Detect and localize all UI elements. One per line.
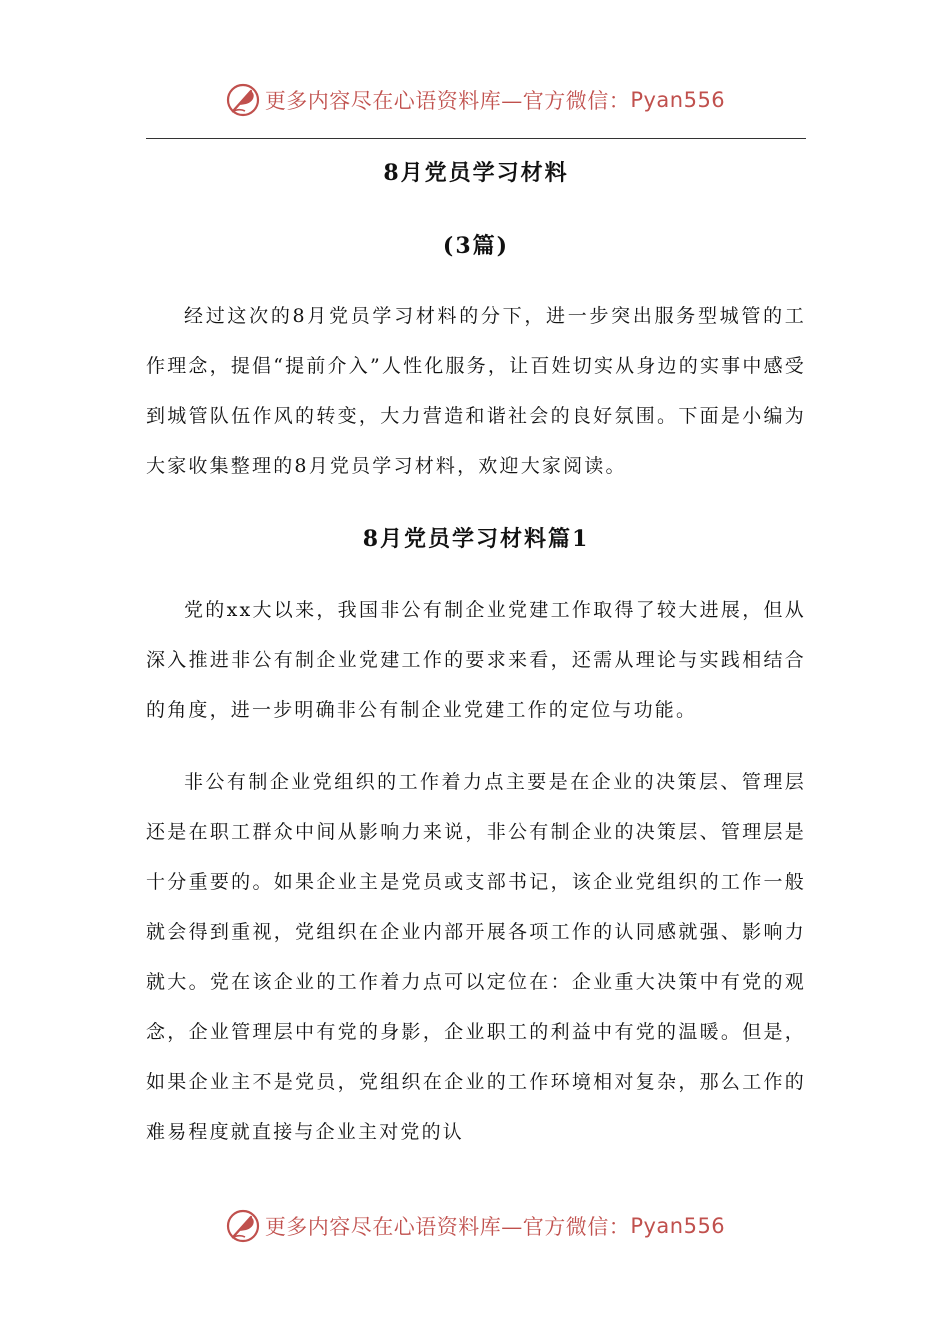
footer-watermark xyxy=(0,1208,950,1244)
watermark-brand xyxy=(225,1208,725,1244)
watermark-wechat-id: Pyan556 xyxy=(630,1214,726,1238)
header-watermark xyxy=(0,82,950,118)
body-paragraph-2: 非公有制企业党组织的工作着力点主要是在企业的决策层、管理层还是在职工群众中间从影响力来说，非公有制企业的决策层、管理层是十分重要的。如果企业主是党员或支部书记，该企业党组织的工作一般就会得到重视，党组织在企业内部开展各项工作的认同感就强、影响力就大。党在该企业的工作着力点可以定位在：企业重大决策中有党的观念，企业管理层中有党的身影，企业职工的利益中有党的温暖。但是，如果企业主不是党员，党组织在企业的工作环境相对复杂，那么工作的难易程度就直接与企业主对党的认 xyxy=(146,771,806,1143)
watermark-text: 更多内容尽在心语资料库—官方微信： xyxy=(264,1215,631,1239)
watermark-text: 更多内容尽在心语资料库—官方微信： xyxy=(264,89,631,113)
document-subtitle: (3篇) xyxy=(442,233,510,259)
quill-pen-logo-icon xyxy=(225,1208,261,1244)
watermark-brand xyxy=(225,82,725,118)
quill-pen-logo-icon xyxy=(225,82,261,118)
intro-paragraph: 经过这次的8月党员学习材料的分下，进一步突出服务型城管的工作理念，提倡“提前介入”人性化服务，让百姓切实从身边的实事中感受到城管队伍作风的转变，大力营造和谐社会的良好氛围。下面是小编为大家收集整理的8月党员学习材料，欢迎大家阅读。 xyxy=(146,305,806,477)
section-heading: 8月党员学习材料篇1 xyxy=(362,526,590,552)
body-paragraph-1: 党的xx大以来，我国非公有制企业党建工作取得了较大进展，但从深入推进非公有制企业党建工作的要求来看，还需从理论与实践相结合的角度，进一步明确非公有制企业党建工作的定位与功能。 xyxy=(146,599,806,721)
watermark-wechat-id: Pyan556 xyxy=(630,88,726,112)
document-title: 8月党员学习材料 xyxy=(383,160,569,186)
header-divider xyxy=(146,138,806,139)
